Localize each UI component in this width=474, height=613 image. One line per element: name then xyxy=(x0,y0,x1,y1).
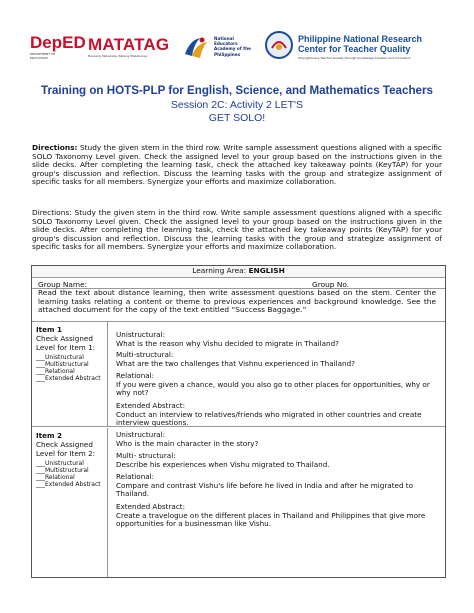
session-subtitle: Session 2C: Activity 2 LET'S xyxy=(170,99,304,111)
stem-instruction: Read the text about distance learning, then write assessment questions based on the stem. Center the learning tasks relating a content or theme to previous experiences and background knowledge. See the attached document for the copy of the text entitled “Success Baggage.” xyxy=(38,288,436,314)
item-2-title: Item 2 xyxy=(36,431,62,440)
question-block xyxy=(116,473,438,499)
logo-bar xyxy=(30,28,450,68)
question-text: Conduct an interview to relatives/friends who migrated in other countries and create interview questions. xyxy=(116,409,422,427)
pnrc-logo xyxy=(264,30,454,66)
question-text: Compare and contrast Vishu's life before he lived in India and after he migrated to Thailand. xyxy=(116,480,414,498)
learning-area-value: ENGLISH xyxy=(248,266,285,275)
item-2-question-cell xyxy=(108,428,445,577)
level-option[interactable]: ___Unistructural xyxy=(36,460,84,467)
question-text: What are the two challenges that Vishnu experienced in Thailand? xyxy=(116,358,355,368)
question-heading: Extended Abstract: xyxy=(116,502,186,511)
deped-logo xyxy=(30,33,86,64)
deped-logo-sub: DEPARTMENT OF EDUCATION xyxy=(30,52,56,60)
question-block xyxy=(116,452,438,469)
group-no-label: Group No. xyxy=(312,280,350,289)
item-row-2 xyxy=(32,428,445,577)
question-text: Create a travelogue on the different places in Thailand and Philippines that give more opportunities for a businessman like Vishu. xyxy=(116,510,426,528)
item-1-level-cell xyxy=(32,322,108,426)
document-title: Training on HOTS-PLP for English, Science, and Mathematics Teachers xyxy=(41,84,433,97)
matatag-logo-text: MATATAG xyxy=(88,35,170,54)
question-heading: Relational: xyxy=(116,472,155,481)
item-row-1 xyxy=(32,321,445,427)
question-block xyxy=(116,503,438,529)
directions-paragraph-2: Directions: Study the given stem in the third row. Write sample assessment questions aligned with a specific SOLO Taxonomy Level given. Check the assigned level to your group based on the instructions given in the slide decks. After completing the learning task, check the attached key takeaway points (KeyTAP) for your group's discussion and reflection. Discuss the learning tasks with the group and strategize assignment of specific tasks for all members. Synergize your efforts and maximize collaboration. xyxy=(32,208,442,251)
question-text: What is the reason why Vishu decided to migrate in Thailand? xyxy=(116,338,339,348)
neap-logo-text: National Educators Academy of the Philippines xyxy=(214,36,251,57)
directions-paragraph-1 xyxy=(32,144,442,187)
pnrc-emblem-icon xyxy=(264,30,294,60)
pnrc-tagline: Strengthening Teacher Quality through Knowledge Creation and Innovation xyxy=(298,56,411,60)
item-1-question-cell xyxy=(108,322,445,426)
matatag-logo xyxy=(88,36,169,58)
neap-logo xyxy=(182,34,252,64)
question-text: Describe his experiences when Vishu migrated to Thailand. xyxy=(116,459,330,469)
question-block xyxy=(116,372,438,398)
learning-area-label: Learning Area: xyxy=(192,266,249,275)
question-heading: Unistructural: xyxy=(116,330,165,339)
matatag-logo-sub: Bansang Makabata, Batang Makabansa xyxy=(88,54,148,58)
question-heading: Extended Abstract: xyxy=(116,401,186,410)
question-block xyxy=(116,331,438,348)
question-text: If you were given a chance, would you also go to other places for opportunities, why or why not? xyxy=(116,379,430,397)
directions-lead: Directions: xyxy=(32,143,78,152)
level-option[interactable]: ___Extended Abstract xyxy=(36,375,101,382)
level-option[interactable]: ___Relational xyxy=(36,474,75,481)
deped-logo-text: DepED xyxy=(30,33,86,52)
question-heading: Relational: xyxy=(116,371,155,380)
item-1-check-label: Check Assigned Level for Item 1: xyxy=(36,334,96,352)
learning-area-row xyxy=(32,266,445,278)
neap-emblem-icon xyxy=(182,34,210,62)
question-heading: Unistructural: xyxy=(116,430,165,439)
level-option[interactable]: ___Relational xyxy=(36,368,75,375)
item-2-level-list xyxy=(36,460,101,488)
level-option[interactable]: ___Multistructural xyxy=(36,361,89,368)
level-option[interactable]: ___Multistructural xyxy=(36,467,89,474)
item-2-level-cell xyxy=(32,428,108,577)
worksheet-table xyxy=(31,265,446,578)
question-block xyxy=(116,351,438,368)
activity-subtitle: GET SOLO! xyxy=(208,112,266,124)
directions-text-1: Study the given stem in the third row. Write sample assessment questions aligned with a specific SOLO Taxonomy Level given. Check the assigned level to your group based on the instructions given in the slide decks. After completing the learning task, check the attached key takeaway points (KeyTAP) for your group's discussion and reflection. Discuss the learning tasks with the group and strategize assignment of specific tasks for all members. Synergize your efforts and maximize collaboration. xyxy=(32,143,442,186)
item-1-title: Item 1 xyxy=(36,325,62,334)
level-option[interactable]: ___Unistructural xyxy=(36,354,84,361)
item-2-check-label: Check Assigned Level for Item 2: xyxy=(36,440,96,458)
item-1-level-list xyxy=(36,354,101,382)
question-text: Who is the main character in the story? xyxy=(116,438,259,448)
pnrc-logo-text: Philippine National Research Center for Teacher Quality xyxy=(298,34,423,54)
question-block xyxy=(116,431,438,448)
level-option[interactable]: ___Extended Abstract xyxy=(36,481,101,488)
question-heading: Multi-structural: xyxy=(116,350,174,359)
question-heading: Multi- structural: xyxy=(116,451,176,460)
question-block xyxy=(116,402,438,428)
group-name-label: Group Name: xyxy=(38,280,88,289)
